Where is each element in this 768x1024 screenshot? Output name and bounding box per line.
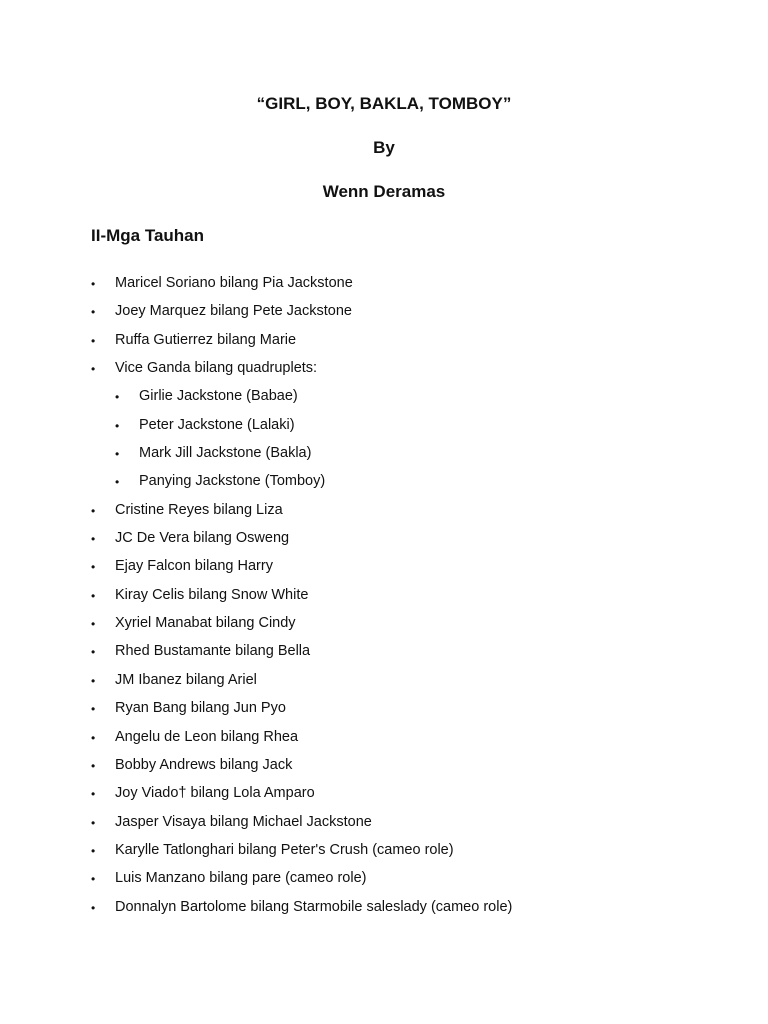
- cast-item-text: JC De Vera bilang Osweng: [115, 530, 290, 547]
- cast-list-item: [0, 727, 768, 755]
- bullet-icon: •: [91, 560, 96, 575]
- bullet-icon: •: [91, 503, 96, 518]
- bullet-icon: •: [115, 475, 120, 490]
- bullet-icon: •: [91, 702, 96, 717]
- bullet-icon: •: [115, 390, 120, 405]
- cast-list-item: [0, 698, 768, 726]
- bullet-icon: •: [91, 673, 96, 688]
- cast-list-item: [0, 273, 768, 301]
- cast-item-text: Maricel Soriano bilang Pia Jackstone: [115, 275, 353, 291]
- bullet-icon: •: [91, 815, 96, 830]
- bullet-icon: •: [91, 787, 96, 802]
- cast-list-item: [0, 670, 768, 698]
- bullet-icon: •: [91, 617, 96, 632]
- cast-item-text: Luis Manzano bilang pare (cameo role): [115, 870, 367, 887]
- cast-item-text: Rhed Bustamante bilang Bella: [115, 643, 311, 660]
- cast-item-text: Girlie Jackstone (Babae): [139, 388, 298, 405]
- bullet-icon: •: [91, 333, 96, 348]
- bullet-icon: •: [91, 872, 96, 887]
- cast-item-text: Donnalyn Bartolome bilang Starmobile saleslady (cameo role): [115, 898, 513, 915]
- cast-item-text: Kiray Celis bilang Snow White: [115, 586, 309, 603]
- cast-item-text: Karylle Tatlonghari bilang Peter's Crush (cameo role): [115, 841, 454, 858]
- section-title: II-Mga Tauhan: [91, 226, 205, 245]
- cast-list-item: [0, 840, 768, 868]
- bullet-icon: •: [91, 305, 96, 320]
- bullet-icon: •: [91, 900, 96, 915]
- cast-item-text: Ruffa Gutierrez bilang Marie: [115, 331, 297, 348]
- cast-list-item: [0, 613, 768, 641]
- cast-item-text: Bobby Andrews bilang Jack: [115, 756, 293, 773]
- cast-list-item: [0, 556, 768, 584]
- cast-item-text: Joey Marquez bilang Pete Jackstone: [115, 303, 352, 320]
- bullet-icon: •: [91, 730, 96, 745]
- cast-item-text: Angelu de Leon bilang Rhea: [115, 728, 299, 745]
- cast-list: [0, 273, 768, 925]
- cast-list-item: [0, 358, 768, 386]
- cast-item-text: Mark Jill Jackstone (Bakla): [139, 445, 312, 462]
- bullet-icon: •: [91, 277, 96, 291]
- document-title: “GIRL, BOY, BAKLA, TOMBOY”: [256, 94, 512, 113]
- cast-list-item: [0, 415, 768, 443]
- cast-list-item: [0, 443, 768, 471]
- cast-list-item: [0, 386, 768, 414]
- cast-item-text: Ryan Bang bilang Jun Pyo: [115, 700, 286, 717]
- cast-list-item: [0, 301, 768, 329]
- cast-item-text: Vice Ganda bilang quadruplets:: [115, 360, 318, 377]
- cast-list-item: [0, 868, 768, 896]
- byline-label: By: [373, 138, 395, 157]
- bullet-icon: •: [91, 843, 96, 858]
- bullet-icon: •: [115, 447, 120, 462]
- bullet-icon: •: [91, 362, 96, 377]
- author-name: Wenn Deramas: [322, 182, 446, 201]
- cast-list-item: [0, 528, 768, 556]
- cast-item-text: Peter Jackstone (Lalaki): [139, 416, 295, 433]
- bullet-icon: •: [91, 645, 96, 660]
- cast-list-item: [0, 897, 768, 925]
- cast-item-text: Cristine Reyes bilang Liza: [115, 501, 283, 518]
- cast-list-item: [0, 783, 768, 811]
- cast-list-item: [0, 812, 768, 840]
- cast-item-text: Xyriel Manabat bilang Cindy: [115, 615, 296, 632]
- cast-item-text: Jasper Visaya bilang Michael Jackstone: [115, 813, 372, 830]
- bullet-icon: •: [91, 532, 96, 547]
- cast-list-item: [0, 500, 768, 528]
- cast-list-item: [0, 585, 768, 613]
- cast-item-text: Joy Viado† bilang Lola Amparo: [115, 785, 315, 802]
- bullet-icon: •: [91, 758, 96, 773]
- cast-list-item: [0, 641, 768, 669]
- bullet-icon: •: [115, 418, 120, 433]
- cast-list-item: [0, 330, 768, 358]
- cast-list-item: [0, 471, 768, 499]
- bullet-icon: •: [91, 588, 96, 603]
- cast-list-item: [0, 755, 768, 783]
- cast-item-text: Panying Jackstone (Tomboy): [139, 473, 326, 490]
- cast-item-text: Ejay Falcon bilang Harry: [115, 558, 273, 575]
- cast-item-text: JM Ibanez bilang Ariel: [115, 671, 257, 688]
